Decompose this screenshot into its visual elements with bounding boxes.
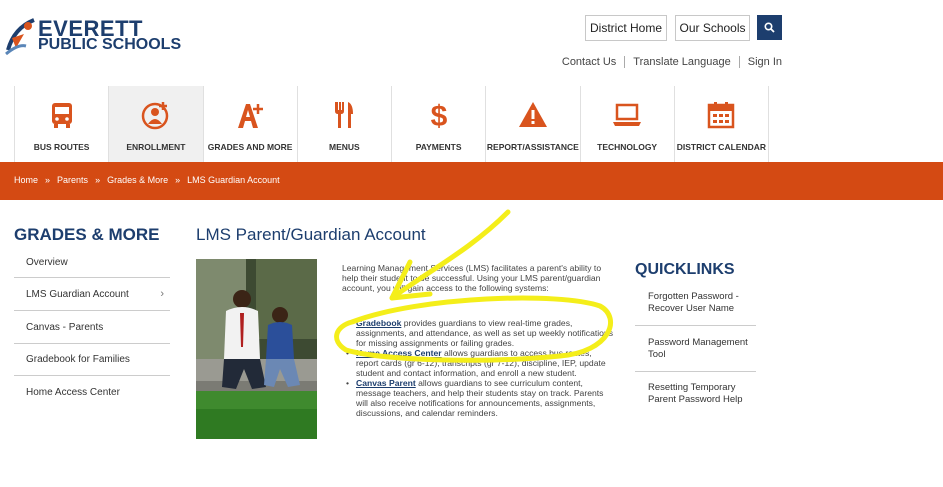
page-title: LMS Parent/Guardian Account	[196, 225, 426, 244]
home-access-center-description: allows guardians to access bus routes, report cards (gr 6-12), transcripts (gr 7-12), discipline, IEP, update student and contact information, and enroll a new student.	[356, 348, 606, 378]
svg-text:$: $	[430, 100, 447, 130]
parent-student-photo	[196, 259, 317, 439]
logo-text-line1: EVERETT	[38, 16, 143, 41]
breadcrumb-banner	[0, 162, 943, 200]
quicklink-forgotten-password[interactable]: Forgotten Password - Recover User Name	[635, 291, 756, 326]
nav-bus-routes[interactable]	[15, 86, 109, 162]
our-schools-button[interactable]: Our Schools	[675, 15, 750, 41]
sidebar-item-gradebook-families[interactable]	[14, 344, 170, 376]
search-icon	[764, 22, 775, 33]
sidebar-item-overview[interactable]	[14, 248, 170, 278]
breadcrumb-separator: »	[95, 175, 101, 185]
list-item	[356, 348, 614, 378]
sidebar-item-lms-guardian-account[interactable]	[14, 278, 170, 311]
quicklink-password-management[interactable]: Password Management Tool	[635, 337, 756, 372]
sidebar-title: GRADES & MORE	[14, 225, 160, 244]
contact-us-link[interactable]: Contact Us	[554, 56, 625, 68]
breadcrumb-grades-more[interactable]: Grades & More	[107, 175, 169, 185]
district-home-button[interactable]: District Home	[585, 15, 667, 41]
list-item	[356, 378, 614, 418]
enrollment-icon	[141, 100, 171, 130]
nav-district-calendar[interactable]	[675, 86, 769, 162]
nav-label: DISTRICT CALENDAR	[676, 142, 766, 152]
canvas-parent-link[interactable]: Canvas Parent	[356, 378, 416, 388]
warning-icon	[518, 100, 548, 130]
breadcrumb-parents[interactable]: Parents	[57, 175, 89, 185]
nav-label: TECHNOLOGY	[597, 142, 658, 152]
district-logo[interactable]	[4, 12, 204, 62]
nav-label: MENUS	[329, 142, 360, 152]
home-access-center-link[interactable]: Home Access Center	[356, 348, 442, 358]
nav-enrollment[interactable]	[109, 86, 203, 162]
breadcrumb-separator: »	[45, 175, 51, 185]
nav-label: REPORT/ASSISTANCE	[486, 142, 579, 152]
grades-icon	[235, 100, 265, 130]
nav-payments[interactable]	[392, 86, 486, 162]
main-icon-nav	[14, 86, 769, 162]
logo-text-line2: PUBLIC SCHOOLS	[38, 36, 182, 53]
breadcrumb-home[interactable]: Home	[14, 175, 39, 185]
nav-grades-and-more[interactable]	[204, 86, 298, 162]
nav-report-assistance[interactable]	[486, 86, 580, 162]
sidebar-item-label: LMS Guardian Account	[26, 288, 129, 300]
bus-icon	[47, 100, 77, 130]
sidebar-item-label: Overview	[26, 257, 68, 268]
translate-language-link[interactable]: Translate Language	[625, 56, 739, 68]
quicklinks-title: QUICKLINKS	[635, 261, 735, 278]
nav-label: PAYMENTS	[415, 142, 462, 152]
utensils-icon	[329, 100, 359, 130]
nav-label: GRADES AND MORE	[207, 142, 293, 152]
nav-menus[interactable]	[298, 86, 392, 162]
intro-paragraph: Learning Management Services (LMS) facilitates a parent's ability to help their student to be successful. Using your LMS parent/guardian account, you will gain access to the following systems:	[342, 263, 602, 293]
utility-links	[554, 56, 782, 68]
quicklink-resetting-password[interactable]: Resetting Temporary Parent Password Help	[648, 382, 743, 405]
canvas-parent-description: allows guardians to see curriculum content, message teachers, and help their students stay on track. Parents will also receive notifications for announcements, assignments, discussions, and calendar reminders.	[356, 378, 604, 418]
breadcrumb-separator: »	[175, 175, 181, 185]
chevron-right-icon: ›	[160, 288, 164, 300]
sign-in-link[interactable]: Sign In	[747, 56, 782, 68]
breadcrumb	[14, 175, 287, 185]
list-item	[356, 318, 614, 348]
star-person-icon	[4, 14, 40, 56]
search-button[interactable]	[757, 15, 782, 40]
gradebook-link[interactable]: Gradebook	[356, 318, 402, 328]
laptop-icon	[612, 100, 642, 130]
sidebar-item-label: Canvas - Parents	[26, 321, 104, 333]
sidebar-item-canvas-parents[interactable]	[14, 311, 170, 344]
gradebook-description: provides guardians to view real-time grades, assignments, and attendance, as well as set up weekly notifications for missing assignments or failing grades.	[356, 318, 614, 348]
breadcrumb-current: LMS Guardian Account	[187, 175, 280, 185]
nav-technology[interactable]	[581, 86, 675, 162]
sidebar-item-label: Gradebook for Families	[26, 354, 130, 365]
nav-label: BUS ROUTES	[33, 142, 90, 152]
sidebar-item-home-access-center[interactable]	[14, 376, 170, 408]
calendar-icon	[706, 100, 736, 130]
nav-label: ENROLLMENT	[126, 142, 186, 152]
systems-list	[356, 318, 614, 418]
sidebar-item-label: Home Access Center	[26, 386, 120, 398]
dollar-icon	[424, 100, 454, 130]
photo-illustration	[196, 259, 317, 439]
